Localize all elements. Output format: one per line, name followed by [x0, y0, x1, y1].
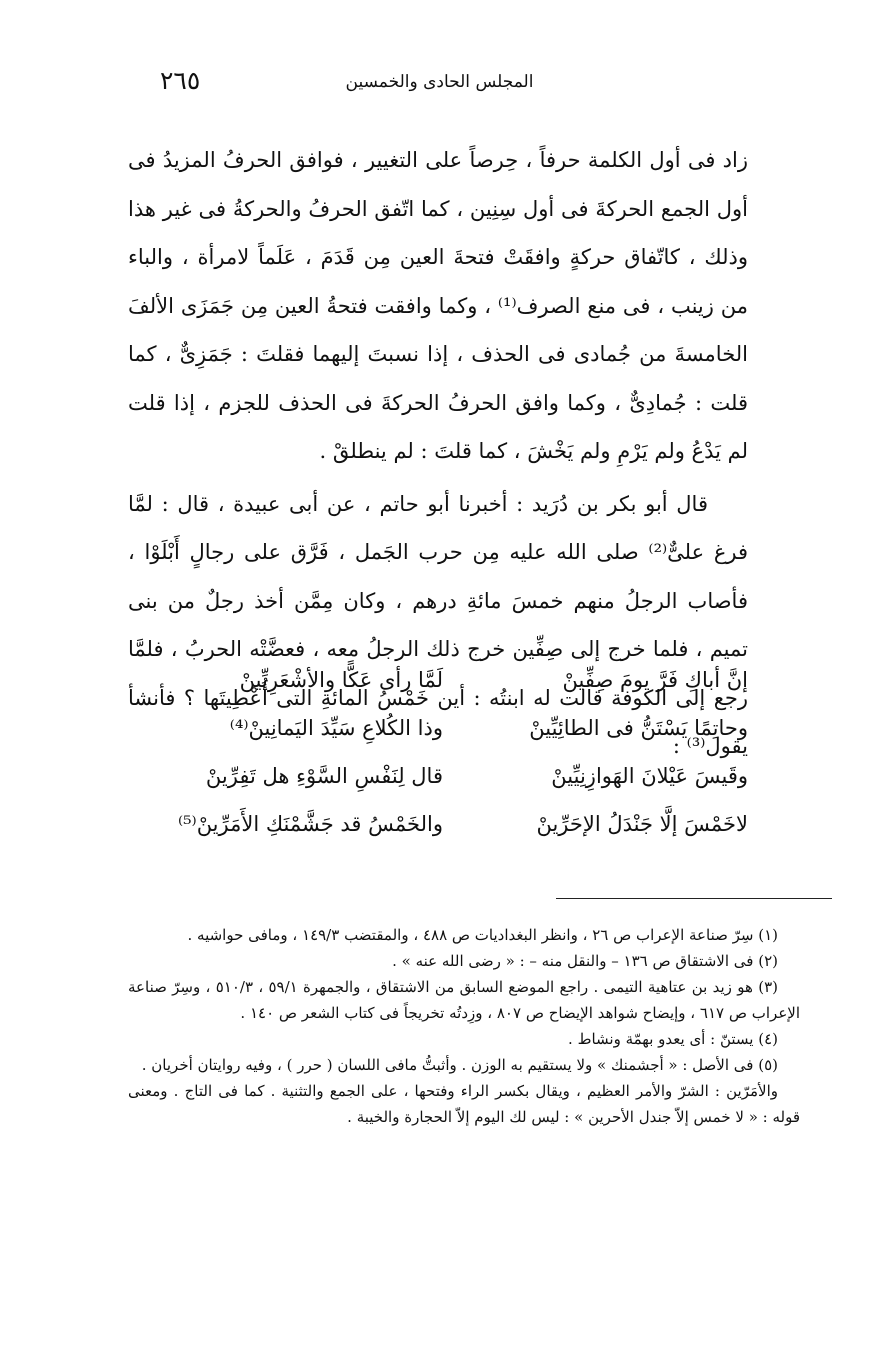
paragraph: زاد فى أول الكلمة حرفاً ، حِرصاً على التغيير ، فوافق الحرفُ المزيدُ فى أول الجمع الحركةَ فى أول سِنِين ، كما اتّفق الحرفُ والحركةُ فى غير هذا وذلك ، كاتّفاق حركةٍ وافقَتْ فتحةَ العين مِن قَدَمَ ، عَلَماً لامرأة ، والباء من زينب ، فى منع الصرف⁽¹⁾ ، وكما وافقت فتحةُ العين مِن جَمَزَى الألفَ الخامسةَ من جُمادى فى الحذف ، إذا نسبتَ إليهما فقلتَ : جَمَزِىٌّ ، كما قلت : جُمادِىٌّ ، وكما وافق الحرفُ الحركةَ فى الحذف للجزم ، إذا قلت لم يَدْعُ ولم يَرْمِ ولم يَخْشَ ، كما قلتَ : لم ينطلقْ . — [128, 148, 749, 463]
footnote: (١) سِرّ صناعة الإعراب ص ٢٦ ، وانظر البغداديات ص ٤٨٨ ، والمقتضب ١٤٩/٣ ، ومافى حواشيه . — [187, 926, 778, 944]
footnote: (٣) هو زيد بن عتاهية التيمى . راجع الموضع السابق من الاشتقاق ، والجمهرة ٥٩/١ ، ٥١٠/٣ ، وسِرّ صناعة الإعراب ص ٦١٧ ، وإيضاح شواهد الإيضاح ص ٨٠٧ ، وزِدتُه تخريجاً فى كتاب الشعر ص ١٤٠ . — [128, 978, 800, 1022]
poem — [177, 656, 748, 848]
poem-verse — [188, 752, 748, 800]
footnote: (٥) فى الأصل : « أجشمنك » ولا يستقيم به الوزن . وأثبتُّ مافى اللسان ( حرر ) ، وفيه روايتان أخريان . — [141, 1056, 778, 1074]
footnote: (٤) يستنّ : أى يعدو بهمّة ونشاط . — [568, 1030, 778, 1048]
running-title: المجلس الحادى والخمسين — [345, 72, 534, 92]
paragraph: قال أبو بكر بن دُرَيد : أخبرنا أبو حاتم ، عن أبى عبيدة ، قال : لمَّا فرغ علىٌّ⁽²⁾ صلى الله عليه مِن حرب الجَمل ، فَرَّق على رجالٍ أَبْلَوْا ، فأصاب الرجلُ منهم خمسَ مائةِ درهم ، وكان مِمَّن أخذ رجلٌ من بنى تميم ، فلما خرج إلى صِفِّين خرج ذلك الرجلُ معه ، فعضَّتْه الحربُ ، فلمَّا رجع إلى الكوفة قالت له ابنتُه : أين خَمْسُ المائةِ التى أُعْطِيتَها ؟ فأنشأ يقول⁽³⁾ : — [128, 491, 749, 758]
poem-verse — [177, 800, 748, 848]
footnote: والأمَرّين : الشرّ والأمر العظيم ، ويقال بكسر الراء وفتحها ، على الجمع والتثنية . كما فى التاج . ومعنى قوله : « لا خمس إلاّ جندل الأحرين » : ليس لك اليوم إلاّ الحجارة والخيبة . — [128, 1082, 800, 1126]
footnotes — [128, 922, 800, 1130]
verse-first-hemistich: إنَّ أباكِ فَرَّ يومَ صِفِّينْ — [562, 668, 748, 692]
verse-first-hemistich: وحاتِمًا يَسْتَنُّ فى الطائِيِّينْ — [529, 716, 748, 740]
verse-first-hemistich: لاخَمْسَ إلَّا جَنْدَلُ الإحَرِّينْ — [536, 812, 748, 836]
verse-second-hemistich: قال لِنَفْسِ السَّوْءِ هل تَفِرِّينْ — [205, 764, 443, 788]
verse-second-hemistich: لَمَّا رأى عَكًّا والأشْعَرِيِّينْ — [239, 668, 443, 692]
poem-verse — [188, 704, 748, 752]
verse-second-hemistich: وذا الكُلاعِ سَيِّدَ اليَمانِينْ⁽⁴⁾ — [229, 716, 443, 740]
verse-second-hemistich: والخَمْسُ قد جَشَّمْنَكِ الأَمَرِّينْ⁽⁵⁾ — [177, 812, 443, 836]
verse-first-hemistich: وقَيسَ عَيْلانَ الهَوازِنِيِّينْ — [551, 764, 748, 788]
footnote: (٢) فى الاشتقاق ص ١٣٦ – والنقل منه – : « رضى الله عنه » . — [392, 952, 778, 970]
poem-verse — [188, 656, 748, 704]
footnote-separator — [556, 898, 832, 899]
page-number: ٢٦٥ — [160, 66, 201, 95]
page-header — [0, 62, 879, 102]
